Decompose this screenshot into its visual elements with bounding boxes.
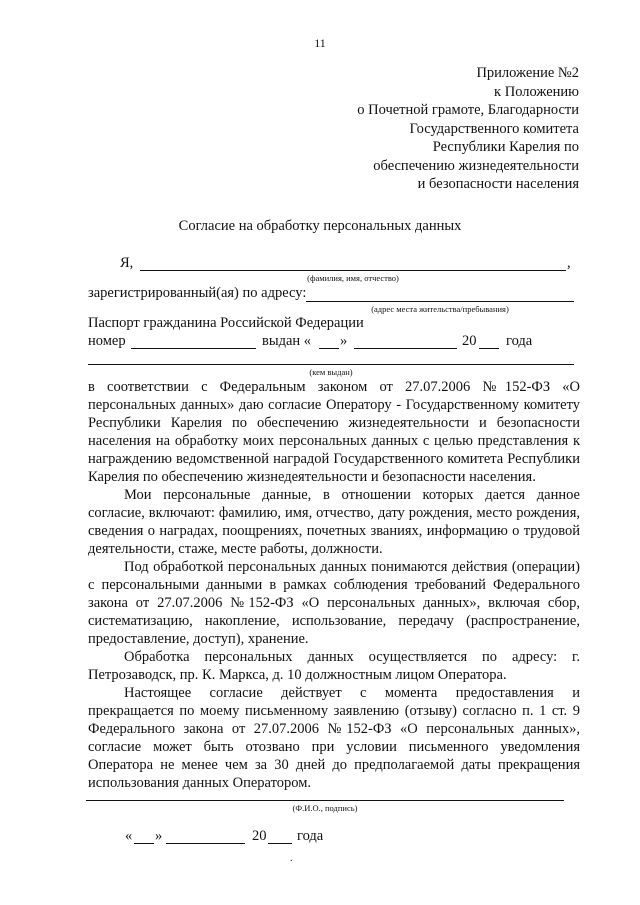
consent-body [88,378,580,792]
date-month-line[interactable] [166,843,245,844]
paragraph: Под обработкой персональных данных понимаются действия (операции) с персональными данными в рамках соблюдения требований Федерального закона от 27.07.2006 №152-ФЗ «О персональных данных», включая сбор, систематизацию, накопление, использование, передачу (распространение, предоставление, доступ), хранение. [88,559,580,647]
issued-label: выдан « [262,333,312,349]
signature-field-line[interactable] [86,800,564,801]
issued-year-prefix: 20 [462,333,477,349]
annex-line: и безопасности населения [417,176,579,192]
i-label: Я, [120,255,134,271]
issued-year-label: года [506,333,533,349]
annex-line: о Почетной грамоте, Благодарности [357,102,579,118]
date-year-line[interactable] [268,843,292,844]
date-open-quote: « [125,828,133,844]
date-close-quote: » [155,828,163,844]
paragraph: Обработка персональных данных осуществляется по адресу: г. Петрозаводск, пр. К. Маркса, д. 10 должностным лицом Оператора. [88,649,580,683]
annex-line: Приложение №2 [476,65,579,81]
address-field-line[interactable] [306,301,574,302]
issued-day-line[interactable] [319,348,339,349]
issued-month-line[interactable] [354,348,457,349]
annex-line: Государственного комитета [409,120,579,137]
name-field-line[interactable] [140,270,566,271]
annex-line: Республики Карелия по [432,139,579,155]
number-label: номер [88,333,126,349]
issued-year-line[interactable] [479,348,499,349]
paragraph: Мои персональные данные, в отношении которых дается данное согласие, включают: фамилию, имя, отчество, дату рождения, место рождения, сведения о наградах, поощрениях, почетных званиях, информацию о трудовой деятельности, стаже, месте работы, должности. [88,487,580,557]
date-year-prefix: 20 [252,828,267,844]
issued-close-quote: » [340,333,348,349]
page-number: 11 [314,36,326,50]
paragraph: Настоящее согласие действует с момента предоставления и прекращается по моему письменному заявлению (отзыву) согласно п. 1 ст. 9 Федерального закона от 27.07.2006 №152-ФЗ «О персональных данных», согласие может быть отозвано при условии письменного уведомления Оператора не менее чем за 30 дней до предполагаемой даты прекращения использования данных Оператором. [88,685,580,791]
address-label: зарегистрированный(ая) по адресу: [88,285,307,301]
annex-line: обеспечению жизнедеятельности [373,157,579,174]
issuer-field-line[interactable] [88,364,574,365]
annex-line: к Положению [494,83,579,100]
signature-caption: (Ф.И.О., подпись) [292,803,358,813]
date-day-line[interactable] [134,843,154,844]
annex-header [249,64,579,194]
document-title: Согласие на обработку персональных данных [178,218,462,234]
passport-label: Паспорт гражданина Российской Федерации [88,315,364,331]
stray-mark: . [290,853,293,864]
address-caption: (адрес места жительства/пребывания) [371,304,509,314]
name-comma: , [567,255,571,271]
name-caption: (фамилия, имя, отчество) [307,273,399,283]
issuer-caption: (кем выдан) [309,367,353,377]
date-year-label: года [297,828,324,844]
passport-number-line[interactable] [131,348,256,349]
paragraph: в соответствии с Федеральным законом от 27.07.2006 №152-ФЗ «О персональных данных» даю согласие Оператору - Государственному комитету Республики Карелия по обеспечению жизнедеятельности и безопасности населения на обработку моих персональных данных с целью представления к награждению ведомственной наградой Государственного комитета Республики Карелия по обеспечению жизнедеятельности и безопасности населения. [88,379,580,485]
